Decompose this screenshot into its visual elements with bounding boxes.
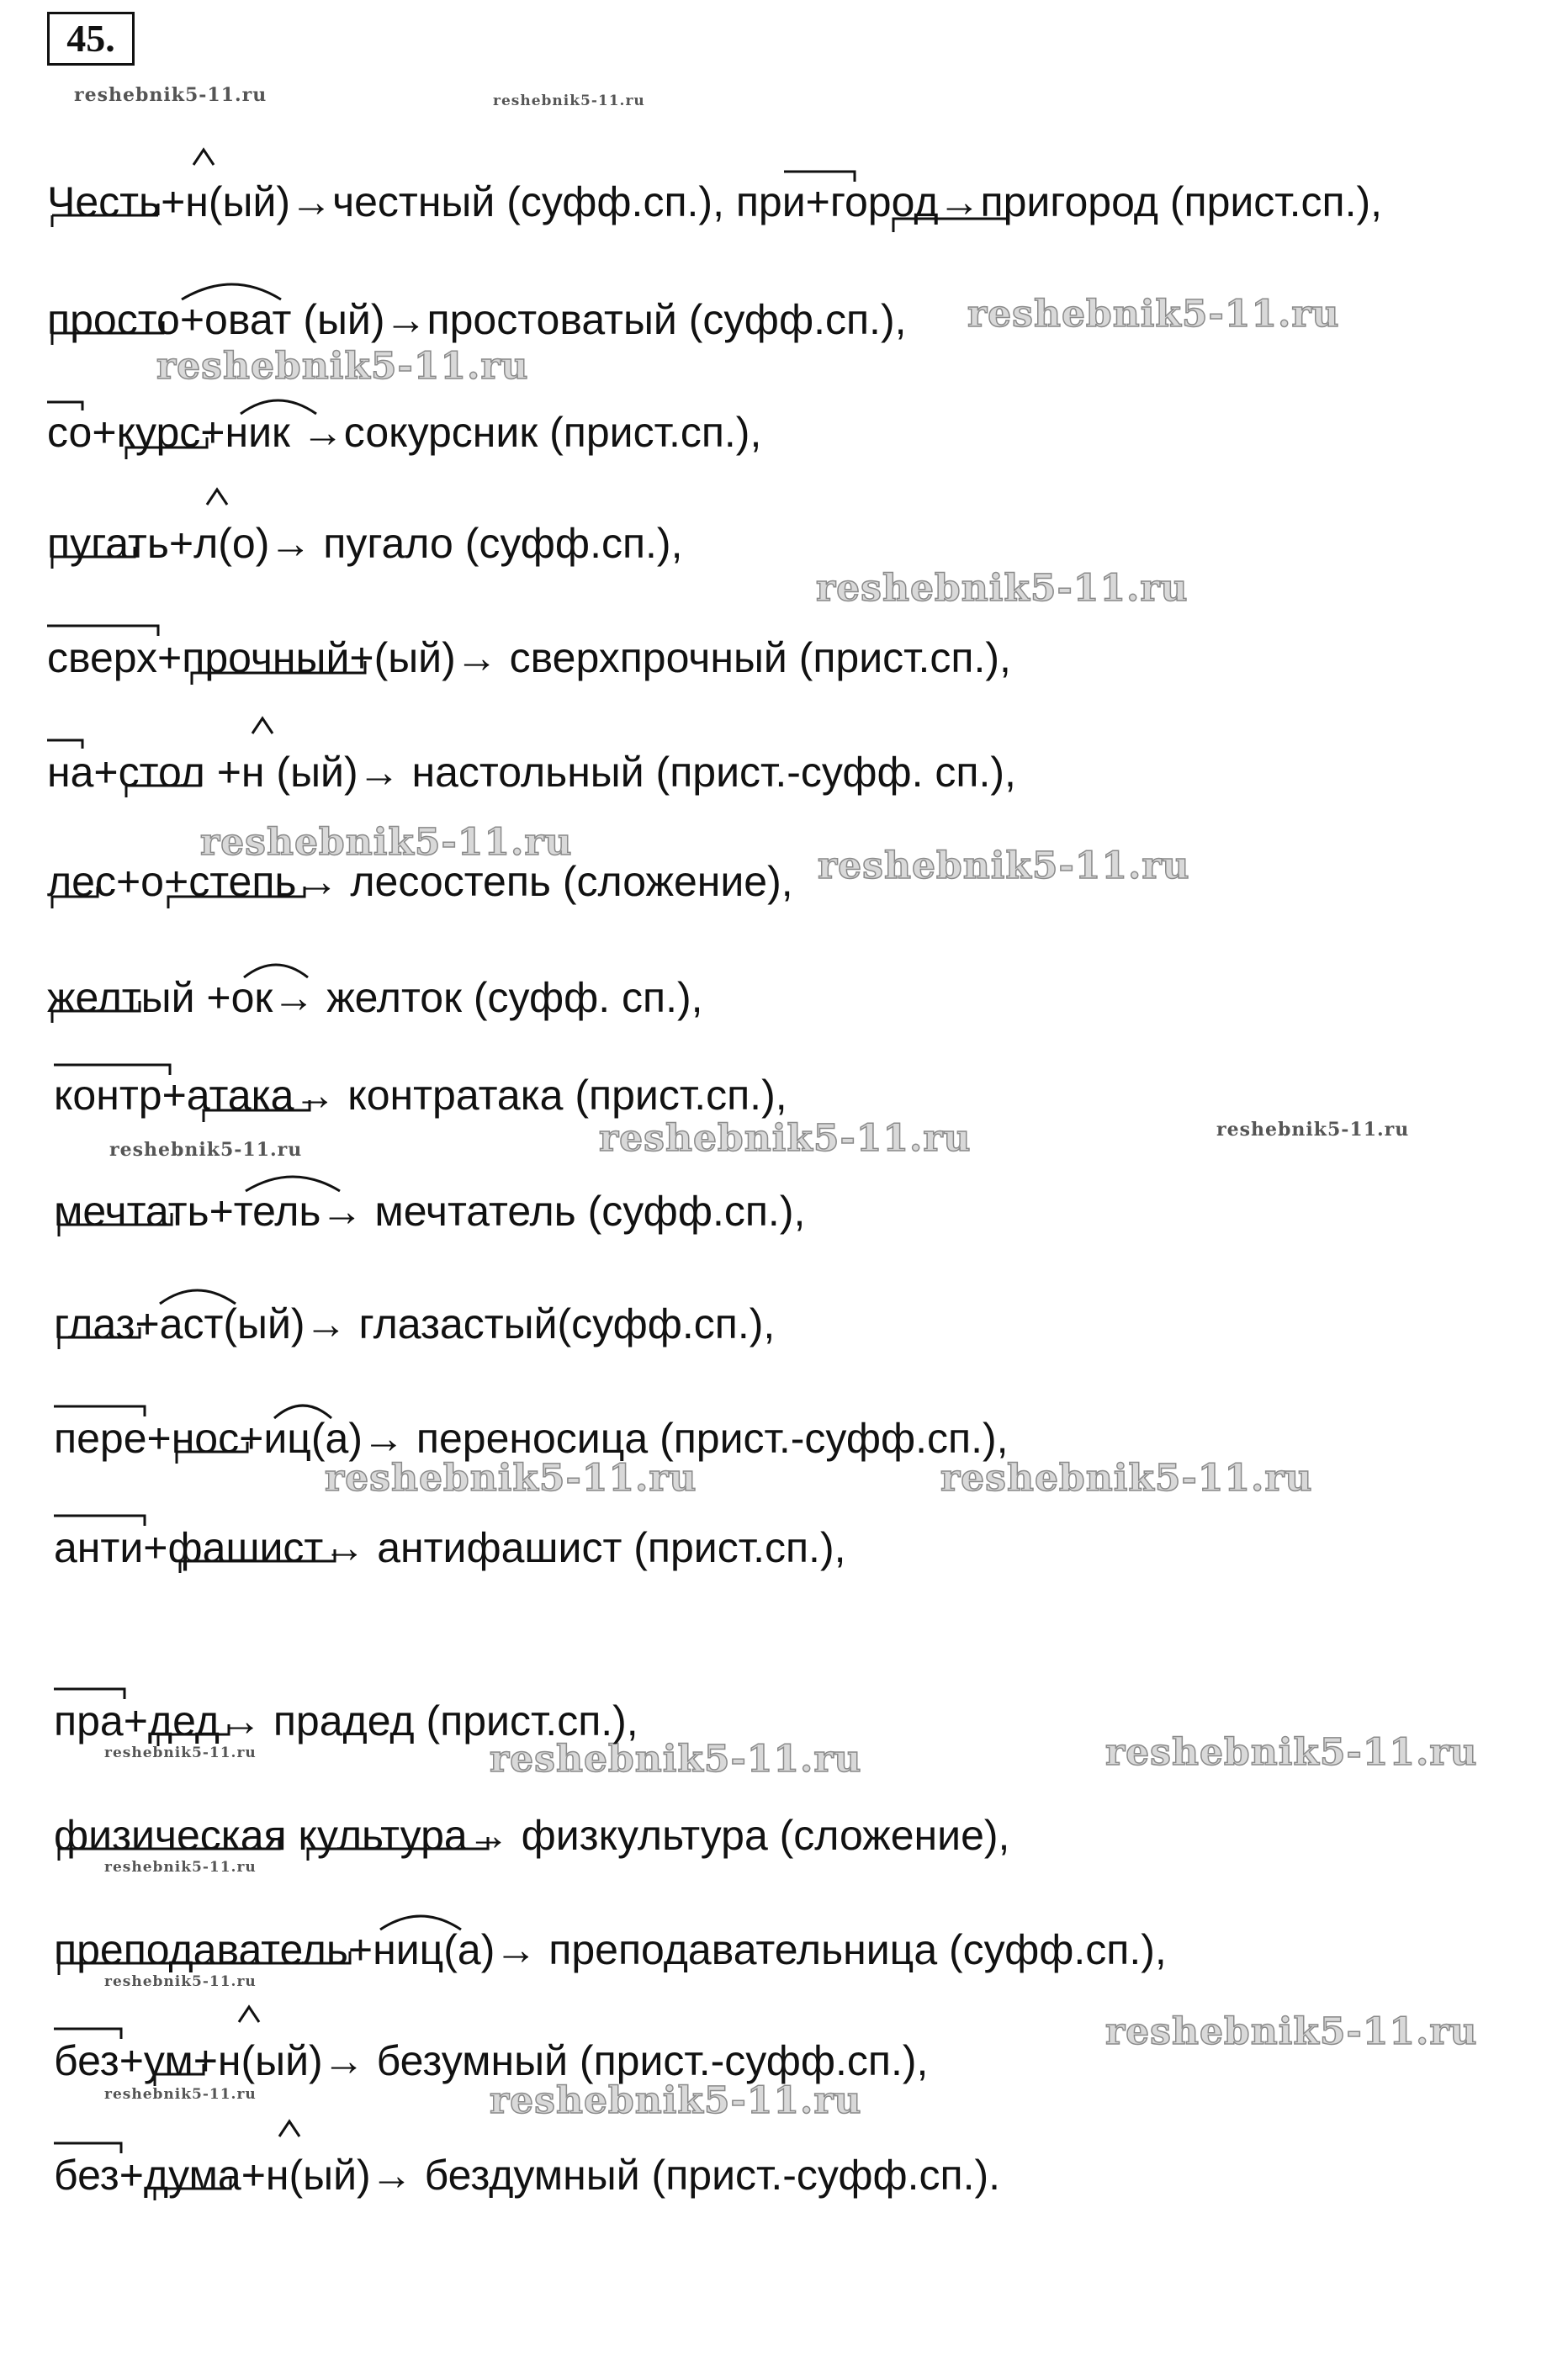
word-formation-line: без+ум+н(ый)→ безумный (прист.-суфф.сп.), (54, 2037, 929, 2084)
watermark: reshebnik5-11.ru (109, 1139, 303, 1161)
word-formation-line: просто+оват (ый)→простоватый (суфф.сп.), (47, 296, 907, 343)
watermark: reshebnik5-11.ru (1216, 1119, 1410, 1141)
watermark: reshebnik5-11.ru (940, 1457, 1313, 1500)
word-formation-line: без+дума+н(ый)→ бездумный (прист.-суфф.сп.). (54, 2152, 1001, 2199)
word-formation-line: на+стол +н (ый)→ настольный (прист.-суфф. сп.), (47, 749, 1016, 796)
watermark: reshebnik5-11.ru (967, 293, 1340, 336)
watermark: reshebnik5-11.ru (104, 1973, 257, 1990)
word-formation-line: желтый +ок→ желток (суфф. сп.), (47, 974, 703, 1021)
word-formation-line: пере+нос+иц(а)→ переносица (прист.-суфф.сп.), (54, 1415, 1009, 1462)
word-formation-line: со+курс+ник →сокурсник (прист.сп.), (47, 409, 762, 456)
word-formation-line: контр+атака→ контратака (прист.сп.), (54, 1072, 787, 1119)
word-formation-line: сверх+прочный+(ый)→ сверхпрочный (прист.сп.), (47, 634, 1011, 681)
watermark: reshebnik5-11.ru (104, 1744, 257, 1761)
watermark: reshebnik5-11.ru (818, 844, 1190, 887)
watermark: reshebnik5-11.ru (1105, 1731, 1478, 1774)
suffix-caret (279, 2121, 299, 2136)
word-formation-line: лес+о+степь→ лесостепь (сложение), (47, 858, 793, 905)
word-formation-line: глаз+аст(ый)→ глазастый(суфф.сп.), (54, 1300, 776, 1347)
watermark: reshebnik5-11.ru (104, 1859, 257, 1876)
word-formation-line: мечтать+тель→ мечтатель (суфф.сп.), (54, 1188, 806, 1235)
watermark: reshebnik5-11.ru (493, 93, 645, 109)
word-formation-line: преподаватель+ниц(а)→ преподавательница (суфф.сп.), (54, 1926, 1167, 1973)
word-formation-line: анти+фашист→ антифашист (прист.сп.), (54, 1524, 846, 1571)
suffix-caret (207, 490, 227, 505)
watermark: reshebnik5-11.ru (1105, 2010, 1478, 2053)
word-formation-line: пра+дед→ прадед (прист.сп.), (54, 1697, 638, 1744)
suffix-caret (239, 2007, 259, 2022)
word-formation-line: Честь+н(ый)→честный (суфф.сп.), при+город→пригород (прист.сп.), (47, 178, 1383, 225)
watermark: reshebnik5-11.ru (200, 821, 573, 864)
watermark: reshebnik5-11.ru (156, 345, 529, 388)
watermark: reshebnik5-11.ru (599, 1117, 972, 1160)
watermark: reshebnik5-11.ru (74, 84, 268, 106)
watermark: reshebnik5-11.ru (816, 567, 1189, 610)
suffix-caret (252, 718, 273, 733)
suffix-caret (193, 150, 214, 165)
word-formation-line: пугать+л(о)→ пугало (суфф.сп.), (47, 520, 683, 567)
watermark: reshebnik5-11.ru (490, 1738, 862, 1781)
word-formation-line: физическая культура→ физкультура (сложение), (54, 1812, 1010, 1859)
watermark: reshebnik5-11.ru (325, 1457, 697, 1500)
watermark: reshebnik5-11.ru (490, 2079, 862, 2122)
watermark: reshebnik5-11.ru (104, 2086, 257, 2103)
task-number: 45. (47, 12, 135, 66)
